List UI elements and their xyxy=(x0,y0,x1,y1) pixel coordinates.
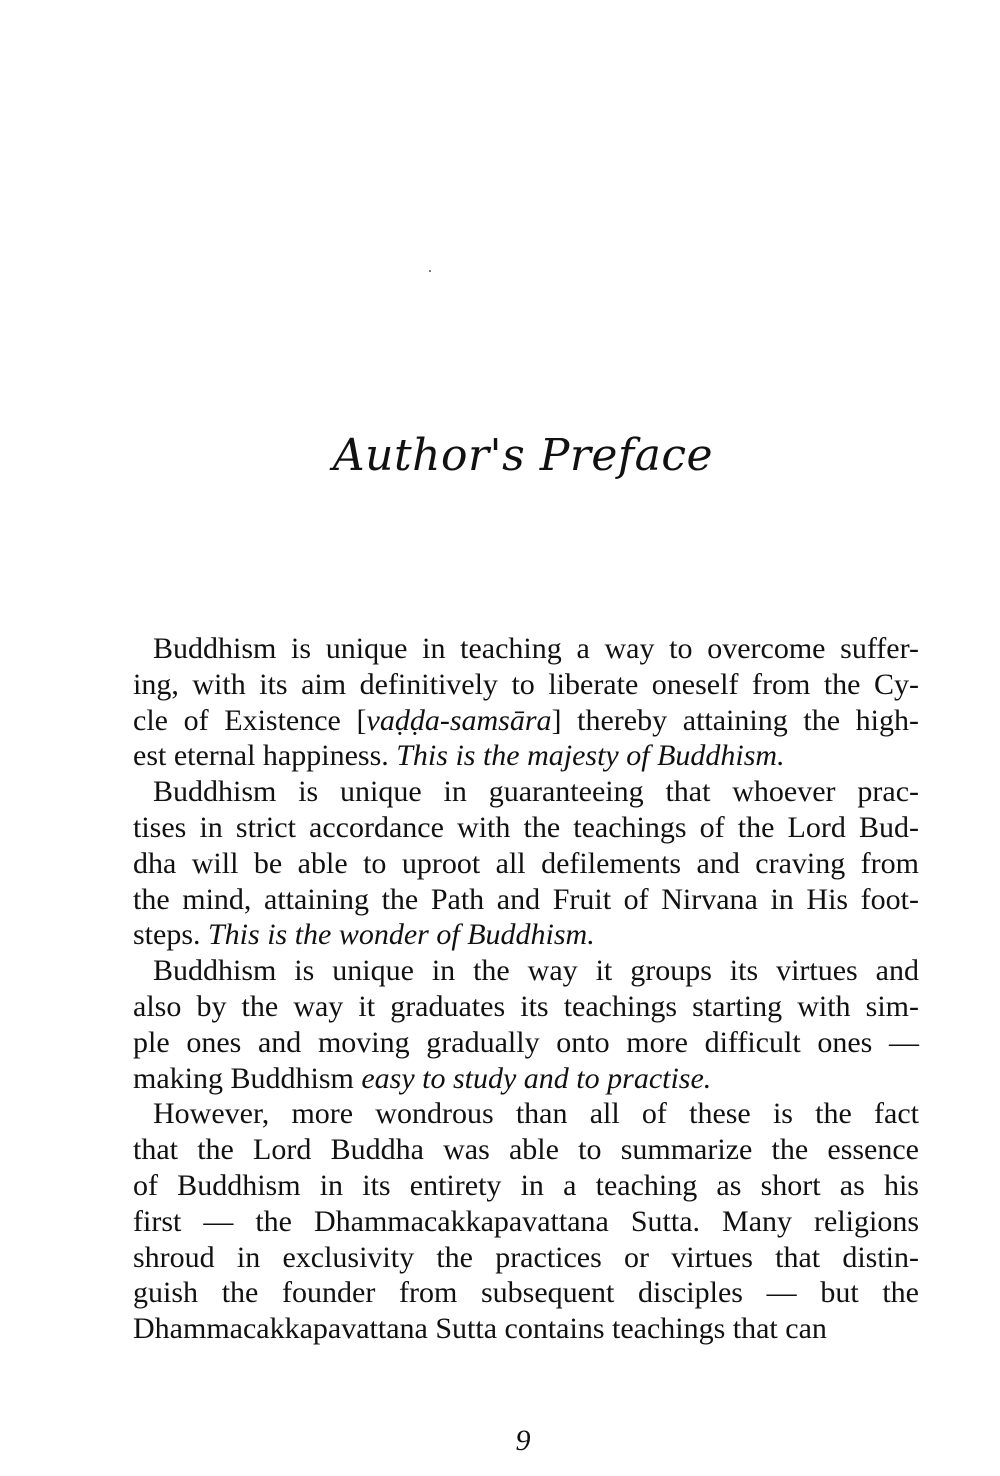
text-run: first — the Dhammacakkapavattana Sutta. Many religions xyxy=(133,1204,919,1238)
text-line xyxy=(133,846,919,882)
text-line xyxy=(133,1096,919,1132)
text-run: dha will be able to uproot all defilements and craving from xyxy=(133,846,919,880)
text-run: Buddhism is unique in teaching a way to overcome suffer- xyxy=(153,632,919,665)
text-run: Buddhism is unique in guaranteeing that whoever prac- xyxy=(153,775,919,809)
text-run: guish the founder from subsequent disciples — but the xyxy=(133,1276,919,1310)
text-line xyxy=(133,917,919,953)
paragraph xyxy=(133,774,919,953)
text-line xyxy=(133,1132,919,1168)
text-run: steps. xyxy=(133,918,208,952)
text-line xyxy=(133,1168,919,1204)
text-line xyxy=(133,1025,919,1061)
text-line xyxy=(133,1204,919,1240)
text-run: ] thereby attaining the high- xyxy=(551,703,919,737)
text-run: tises in strict accordance with the teachings of the Lord Bud- xyxy=(133,810,919,844)
text-run: Buddhism is unique in the way it groups its virtues and xyxy=(153,954,919,988)
text-line xyxy=(133,738,919,774)
text-line xyxy=(133,810,919,846)
text-run: cle of Existence [ xyxy=(133,703,367,737)
text-run: ing, with its aim definitively to liberate oneself from the Cy- xyxy=(133,667,919,701)
text-line xyxy=(133,1275,919,1311)
text-run: making Buddhism xyxy=(133,1061,362,1095)
text-run: est eternal happiness. xyxy=(133,739,397,773)
italic-text: vaḍḍa-samsāra xyxy=(366,703,552,737)
preface-body xyxy=(133,631,919,1347)
paragraph xyxy=(133,631,919,774)
text-run: the mind, attaining the Path and Fruit of Nirvana in His foot- xyxy=(133,882,919,916)
italic-text: easy to study and to practise. xyxy=(361,1061,712,1095)
text-run: Dhammacakkapavattana Sutta contains teachings that can xyxy=(133,1312,827,1346)
text-line xyxy=(133,1061,919,1097)
text-run: of Buddhism in its entirety in a teaching as short as his xyxy=(133,1168,919,1202)
italic-text: This is the wonder of Buddhism. xyxy=(208,918,595,952)
text-run: that the Lord Buddha was able to summarize the essence xyxy=(133,1133,919,1167)
text-line xyxy=(133,1311,919,1347)
chapter-title: Author's Preface xyxy=(332,430,714,481)
text-line xyxy=(133,631,919,667)
paragraph xyxy=(133,953,919,1096)
paragraph xyxy=(133,1096,919,1347)
text-run: However, more wondrous than all of these is the fact xyxy=(153,1097,919,1131)
text-line xyxy=(133,703,919,739)
text-line xyxy=(133,774,919,810)
italic-text: This is the majesty of Buddhism. xyxy=(396,739,785,773)
text-line xyxy=(133,1240,919,1276)
text-run: ple ones and moving gradually onto more difficult ones — xyxy=(133,1025,919,1059)
text-run: also by the way it graduates its teachings starting with sim- xyxy=(133,989,919,1023)
page-number: 9 xyxy=(515,1424,531,1457)
text-line xyxy=(133,953,919,989)
text-line xyxy=(133,989,919,1025)
text-run: shroud in exclusivity the practices or virtues that distin- xyxy=(133,1240,919,1274)
text-line xyxy=(133,882,919,918)
scan-speck xyxy=(429,270,431,272)
text-line xyxy=(133,667,919,703)
